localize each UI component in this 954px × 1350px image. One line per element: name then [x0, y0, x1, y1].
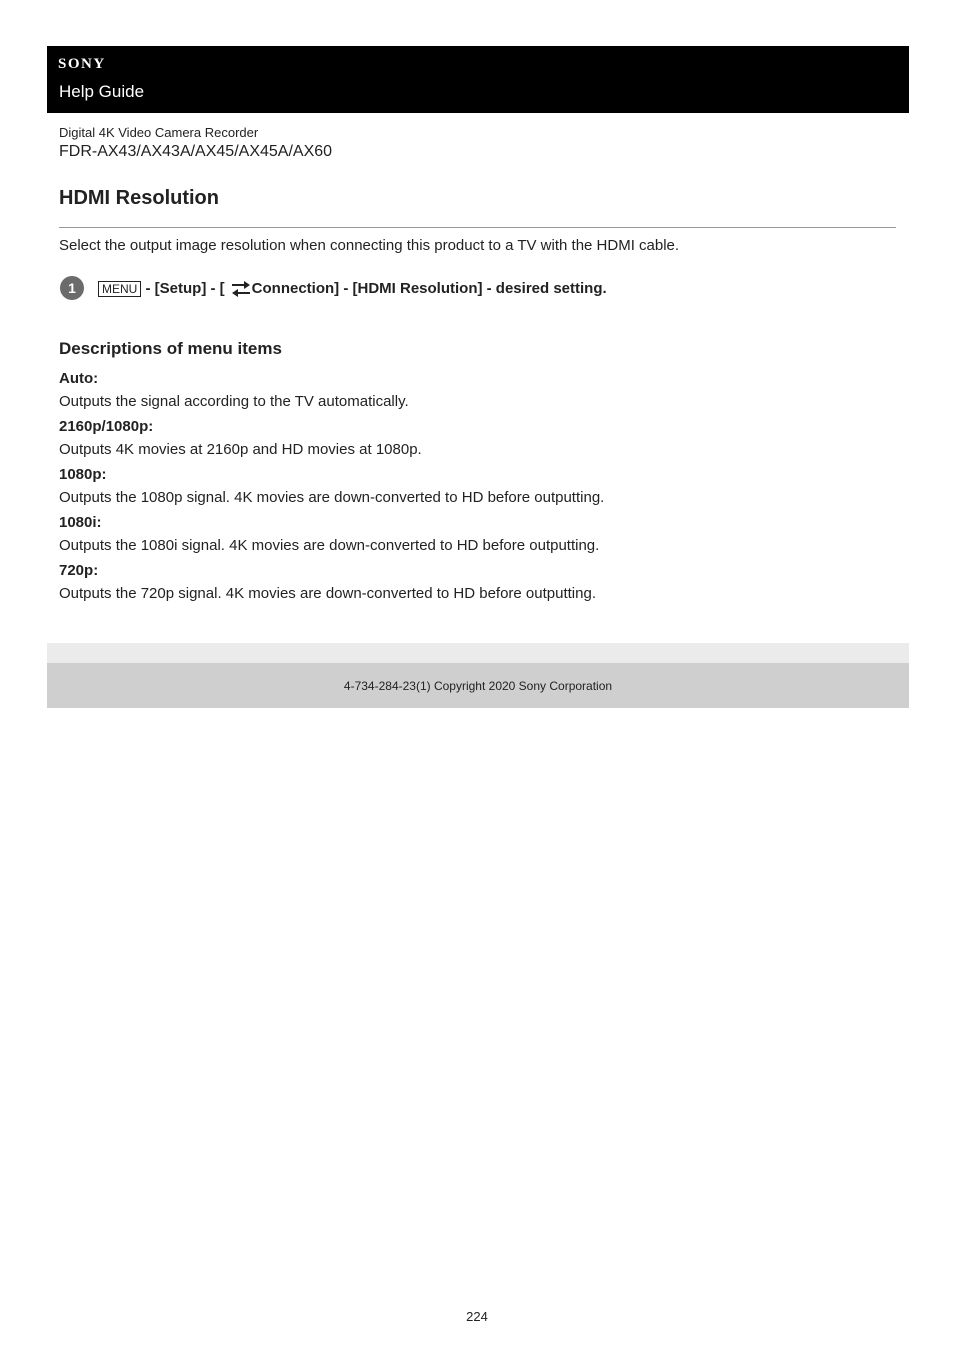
sony-logo: SONY [58, 56, 106, 72]
item-term-720p: 720p: [59, 562, 99, 579]
intro-text: Select the output image resolution when connecting this product to a TV with the HDMI cable. [59, 237, 680, 254]
connection-arrows-icon [231, 280, 251, 298]
step-1 [60, 276, 607, 300]
copyright-text: 4-734-284-23(1) Copyright 2020 Sony Corporation [343, 678, 613, 693]
item-term-auto: Auto: [59, 370, 99, 387]
title-divider [59, 227, 896, 228]
footer [47, 663, 909, 708]
step-text-after-icon: Connection] - [HDMI Resolution] - desired setting. [251, 279, 607, 297]
item-term-1080i: 1080i: [59, 514, 102, 531]
item-desc-720p: Outputs the 720p signal. 4K movies are down-converted to HD before outputting. [59, 585, 596, 602]
help-guide-title: Help Guide [59, 82, 145, 101]
item-desc-2160p-1080p: Outputs 4K movies at 2160p and HD movies at 1080p. [59, 441, 422, 458]
footer-top-band [47, 643, 909, 663]
product-model: FDR-AX43/AX43A/AX45/AX45A/AX60 [59, 143, 333, 160]
item-desc-auto: Outputs the signal according to the TV automatically. [59, 393, 409, 410]
item-term-1080p: 1080p: [59, 466, 107, 483]
menu-button-label: MENU [98, 281, 141, 297]
step-text-before-icon: - [Setup] - [ [141, 279, 225, 297]
item-desc-1080p: Outputs the 1080p signal. 4K movies are down-converted to HD before outputting. [59, 489, 605, 506]
descriptions-heading: Descriptions of menu items [59, 339, 282, 358]
menu-items-list [59, 369, 899, 609]
step-number-badge: 1 [60, 276, 84, 300]
product-category: Digital 4K Video Camera Recorder [59, 125, 259, 140]
page-number: 224 [466, 1309, 488, 1324]
item-desc-1080i: Outputs the 1080i signal. 4K movies are down-converted to HD before outputting. [59, 537, 600, 554]
header-bar [47, 46, 909, 113]
page-title: HDMI Resolution [59, 187, 219, 209]
item-term-2160p-1080p: 2160p/1080p: [59, 418, 154, 435]
